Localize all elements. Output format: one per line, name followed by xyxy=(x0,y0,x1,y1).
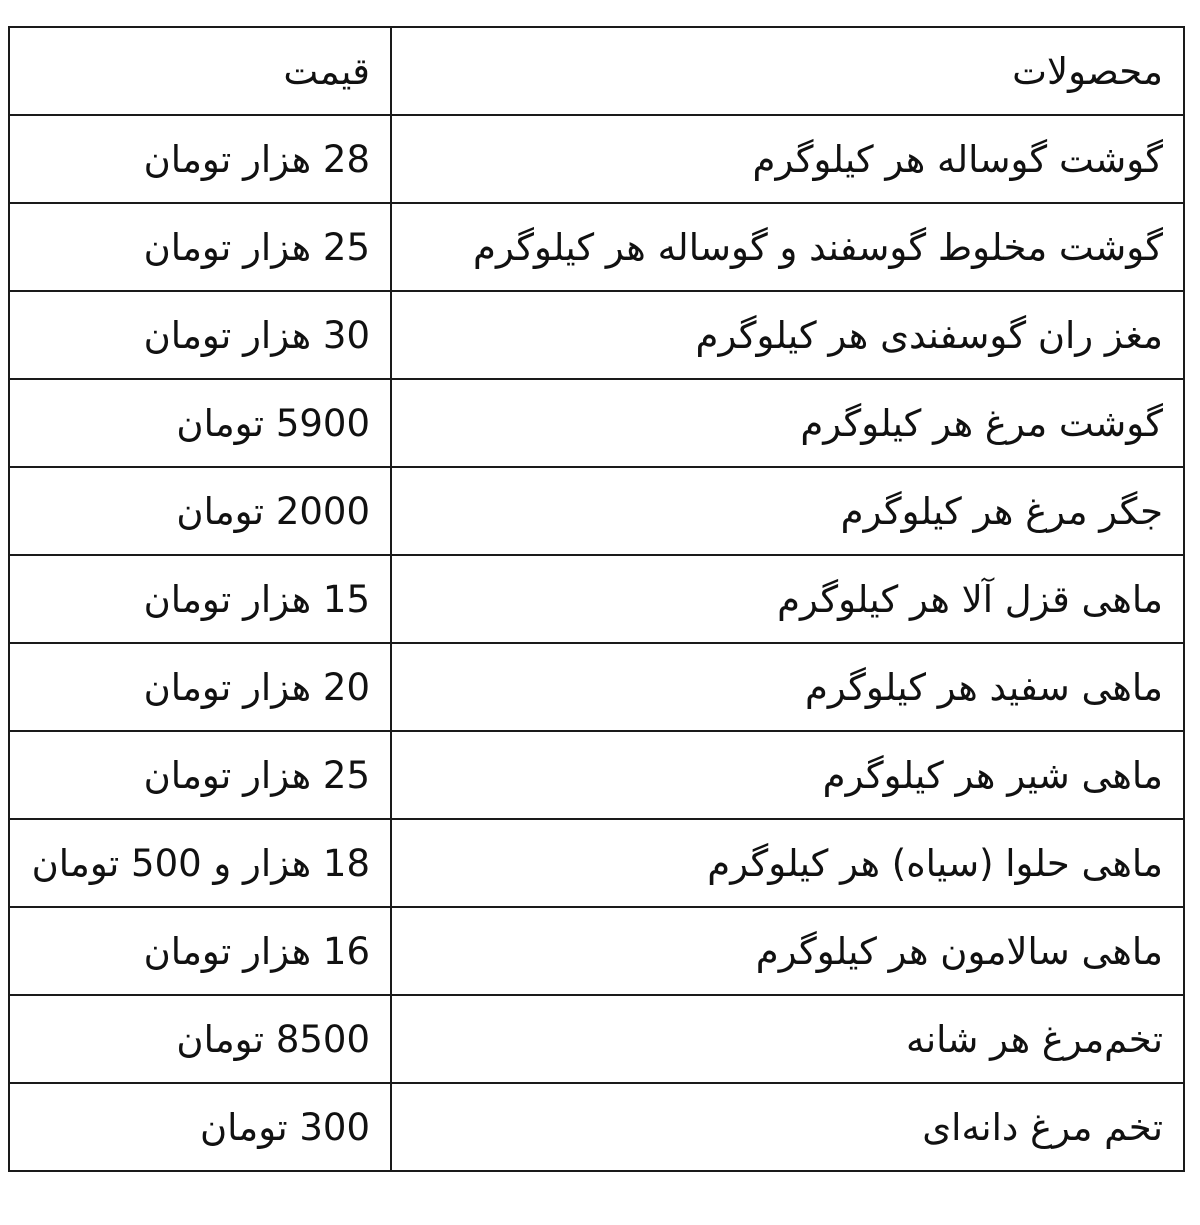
table-row xyxy=(9,819,1184,907)
table-row xyxy=(9,203,1184,291)
table-row xyxy=(9,115,1184,203)
header-price: قیمت xyxy=(9,27,391,115)
table-row xyxy=(9,731,1184,819)
price-cell: 18 هزار و 500 تومان xyxy=(9,819,391,907)
product-cell: جگر مرغ هر کیلوگرم xyxy=(391,467,1184,555)
table-row xyxy=(9,379,1184,467)
header-product: محصولات xyxy=(391,27,1184,115)
table-row xyxy=(9,467,1184,555)
table-row xyxy=(9,555,1184,643)
product-cell: تخم مرغ دانه‌ای xyxy=(391,1083,1184,1171)
table-row xyxy=(9,907,1184,995)
product-cell: گوشت مرغ هر کیلوگرم xyxy=(391,379,1184,467)
table-row xyxy=(9,643,1184,731)
price-cell: 15 هزار تومان xyxy=(9,555,391,643)
price-cell: 25 هزار تومان xyxy=(9,203,391,291)
product-cell: تخم‌مرغ هر شانه xyxy=(391,995,1184,1083)
price-cell: 300 تومان xyxy=(9,1083,391,1171)
product-cell: ماهی سالامون هر کیلوگرم xyxy=(391,907,1184,995)
table-row xyxy=(9,291,1184,379)
price-cell: 16 هزار تومان xyxy=(9,907,391,995)
product-cell: ماهی حلوا (سیاه) هر کیلوگرم xyxy=(391,819,1184,907)
price-table-container xyxy=(8,26,1183,1172)
product-cell: ماهی قزل آلا هر کیلوگرم xyxy=(391,555,1184,643)
table-row xyxy=(9,995,1184,1083)
price-cell: 5900 تومان xyxy=(9,379,391,467)
price-cell: 25 هزار تومان xyxy=(9,731,391,819)
table-row xyxy=(9,1083,1184,1171)
price-cell: 28 هزار تومان xyxy=(9,115,391,203)
price-cell: 30 هزار تومان xyxy=(9,291,391,379)
price-cell: 20 هزار تومان xyxy=(9,643,391,731)
price-table xyxy=(8,26,1185,1172)
product-cell: گوشت گوساله هر کیلوگرم xyxy=(391,115,1184,203)
product-cell: مغز ران گوسفندی هر کیلوگرم xyxy=(391,291,1184,379)
price-cell: 8500 تومان xyxy=(9,995,391,1083)
table-header-row xyxy=(9,27,1184,115)
product-cell: ماهی سفید هر کیلوگرم xyxy=(391,643,1184,731)
price-cell: 2000 تومان xyxy=(9,467,391,555)
product-cell: گوشت مخلوط گوسفند و گوساله هر کیلوگرم xyxy=(391,203,1184,291)
product-cell: ماهی شیر هر کیلوگرم xyxy=(391,731,1184,819)
